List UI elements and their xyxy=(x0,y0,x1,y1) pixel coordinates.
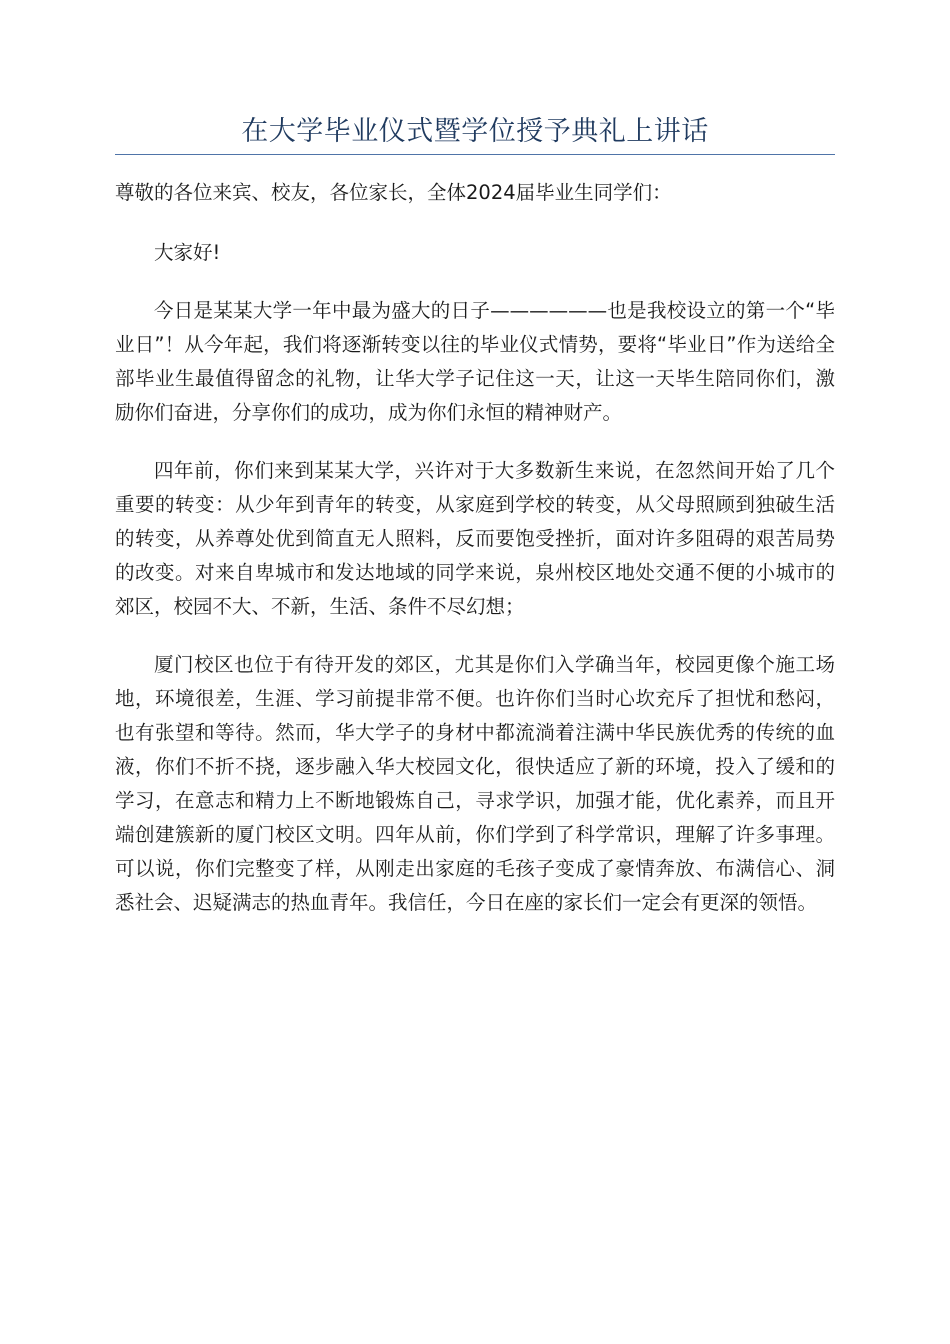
document-body xyxy=(115,176,835,944)
body-paragraph: 今日是某某大学一年中最为盛大的日子——————也是我校设立的第一个“毕业日”！从今年起，我们将逐渐转变以往的毕业仪式情势，要将“毕业日”作为送给全部毕业生最值得留念的礼物，让华大学子记住这一天，让这一天毕生陪同你们，激励你们奋进，分享你们的成功，成为你们永恒的精神财产。 xyxy=(115,299,835,424)
body-paragraph: 厦门校区也位于有待开发的郊区，尤其是你们入学确当年，校园更像个施工场地，环境很差，生涯、学习前提非常不便。也许你们当时心坎充斥了担忧和愁闷，也有张望和等待。然而，华大学子的身材中都流淌着注满中华民族优秀的传统的血液，你们不折不挠，逐步融入华大校园文化，很快适应了新的环境，投入了缓和的学习，在意志和精力上不断地锻炼自己，寻求学识，加强才能，优化素养，而且开端创建簇新的厦门校区文明。四年从前，你们学到了科学常识，理解了许多事理。可以说，你们完整变了样，从刚走出家庭的毛孩子变成了豪情奔放、布满信心、洞悉社会、迟疑满志的热血青年。我信任，今日在座的家长们一定会有更深的领悟。 xyxy=(115,653,835,914)
document-title: 在大学毕业仪式暨学位授予典礼上讲话 xyxy=(241,116,709,147)
salutation-paragraph: 尊敬的各位来宾、校友，各位家长，全体2024届毕业生同学们： xyxy=(115,181,672,204)
body-paragraph: 四年前，你们来到某某大学，兴许对于大多数新生来说，在忽然间开始了几个重要的转变：从少年到青年的转变，从家庭到学校的转变，从父母照顾到独破生活的转变，从养尊处优到简直无人照料，反而要饱受挫折，面对许多阻碍的艰苦局势的改变。对来自卑城市和发达地域的同学来说，泉州校区地处交通不便的小城市的郊区，校园不大、不新，生活、条件不尽幻想； xyxy=(115,459,835,618)
greeting-paragraph: 大家好! xyxy=(154,241,221,264)
title-underline xyxy=(115,154,835,155)
